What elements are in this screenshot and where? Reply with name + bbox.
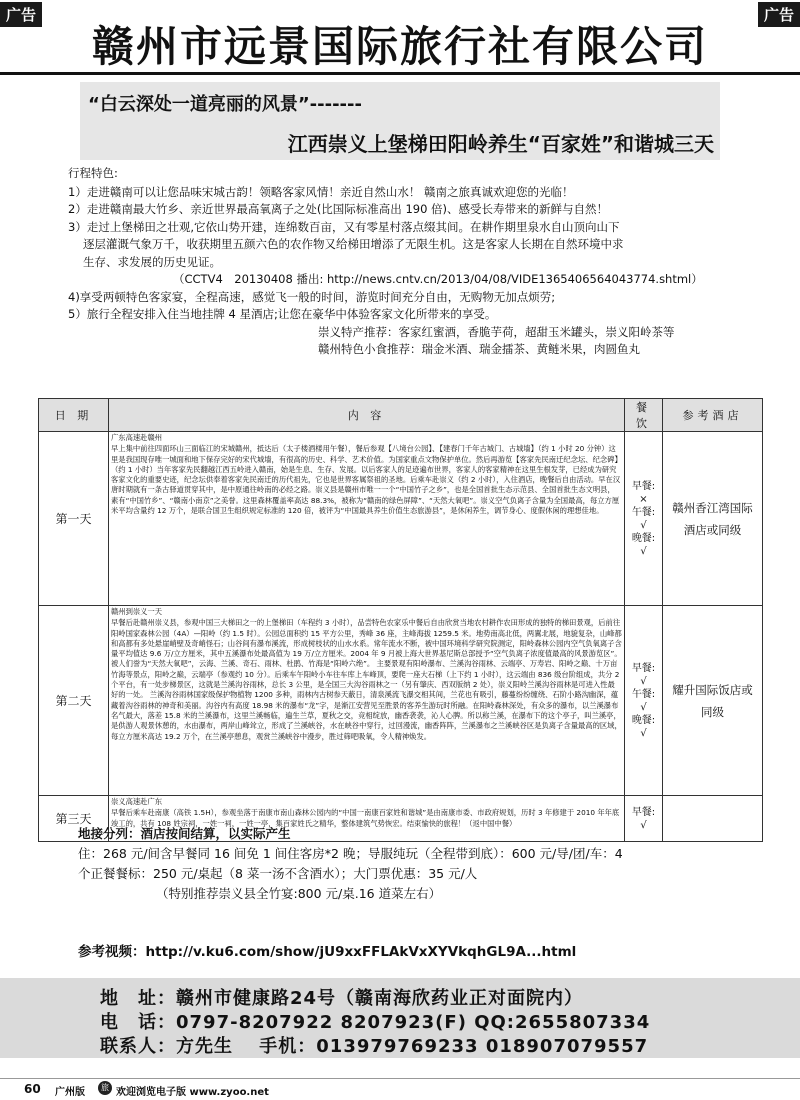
header-meals: 餐 饮	[625, 399, 663, 432]
header-content: 内 容	[109, 399, 625, 432]
pricing-note: （特别推荐崇义县全竹宴:800 元/桌.16 道菜左右）	[156, 886, 442, 901]
contact-address: 地 址：赣州市健康路24号（赣南海欣药业正对面院内）	[100, 988, 584, 1009]
tour-features	[68, 165, 748, 359]
day-content	[109, 432, 625, 606]
meal-label: 午餐:	[631, 506, 656, 518]
brand-logo-icon: 旅	[98, 1081, 112, 1095]
day-route: 广东高速赴赣州	[111, 433, 163, 442]
pricing-line: 个正餐餐标：250 元/桌起（8 菜一汤不含酒水）；大门票优惠：35 元/人	[78, 866, 478, 881]
day-content	[109, 606, 625, 796]
table-row	[39, 432, 763, 606]
day-meals	[625, 432, 663, 606]
tour-title: 江西崇义上堡梯田阳岭养生“百家姓”和谐城三天	[287, 132, 714, 156]
meal-mark: √	[640, 701, 647, 713]
header-divider	[0, 72, 800, 75]
company-name: 赣州市远景国际旅行社有限公司	[91, 22, 708, 71]
feature-item-cont: 逐层灌溉气象万千，收获期里五颜六色的农作物又给梯田增添了无限生机。这是客家人长期在自然环境中求	[83, 237, 624, 251]
meal-mark: √	[640, 819, 647, 831]
day-description: 早餐后乘车赴南康（高铁 1.5H），参观坐落于南康市南山森林公园内的“中国一南康百家姓和谐城”是由南康市委、市政府规划，历时 3 年修建于 2010 年年底竣工的，共有 108 姓宗祠，一姓一祠，一姓一亭，集百家姓氏之精华，整体建筑气势恢宏。结束愉快的旅程！（返中国中餐）	[111, 808, 620, 828]
feature-item: 3）走过上堡梯田之壮观,它依山势开建，连绵数百亩，又有零星村落点缀其间。在耕作期里泉水自山顶向山下	[68, 219, 620, 234]
ad-tag: 广告	[758, 2, 800, 27]
page-footer	[0, 1078, 800, 1100]
contact-person: 联系人：方先生 手机：013979769233 018907079557	[100, 1036, 649, 1057]
itinerary-table	[38, 398, 763, 842]
cctv-reference: （CCTV4 20130408 播出: http://news.cntv.cn/2013/04/08/VIDE1365406564043774.shtml）	[173, 272, 703, 286]
feature-item: 2）走进赣南最大竹乡、亲近世界最高氧离子之处(比国际标准高出 190 倍)、感受长寿带来的新鲜与自然！	[68, 202, 609, 216]
local-snacks: 赣州特色小食推荐：瑞金米酒、瑞金擂茶、黄鲢米果，肉圆鱼丸	[318, 342, 640, 356]
banner-tagline: “白云深处一道亮丽的风景”-------	[88, 94, 362, 115]
table-header-row	[39, 399, 763, 432]
table-row	[39, 606, 763, 796]
ad-tag: 广告	[0, 2, 42, 27]
website-slogan[interactable]: 欢迎浏览电子版 www.zyoo.net	[116, 1087, 269, 1098]
local-products: 崇义特产推荐：客家红蜜酒，香脆芋荷，超甜玉米罐头，崇义阳岭茶等	[318, 324, 675, 339]
meal-mark: √	[640, 727, 647, 739]
day-meals	[625, 606, 663, 796]
pricing-info	[78, 824, 758, 904]
day-description: 早上集中前往四面环山三面临江的宋城赣州，抵达后（太子楼酒楼用午餐），餐后参观【八境台公园】、【建春门千年古城门、古城墙】（约 1 小时 20 分钟）这里是我国现存唯一城面和地下保存完好的宋代城墙，有很高的历史、科学、艺术价值。为国家重点文物保护单位。然后再游览【客家先民南迁纪念坛、纪念碑】（约 1 小时）当年客家先民翻越江西五岭进入赣南，始是生息、生存、发展。以后客家人的足迹遍布世界，客家人的客家精神在这里生根发芽，已经成为研究客家文化的重要史迹，纪念坛供奉着客家先民南迁的历代祖先，它也是世界客属祭祖的圣地。后乘车赴崇义（约 2 小时），入住酒店，晚餐后自由活动。早在汉唐时期就有一条古驿道贯穿其中，是中原通往岭南的必经之路。崇义县是赣州市唯一一个“中国竹子之乡”，也是全国首批生态示范县、全国首批生态文明县，素有“中国竹乡”、“赣南小南京”之美誉。这里森林覆盖率高达 88.3%，被称为“赣南的绿色屏障”、“天然大氧吧”。崇义空气负离子含量为全国最高，每立方厘米平均含量约 12 万个，是联合国卫生组织规定标准的 120 倍，被评为“中国最具养生价值生态旅游县”，是休闲养生，调节身心、度假休闲的理想佳地。	[111, 444, 622, 516]
features-title: 行程特色:	[68, 166, 118, 180]
meal-label: 晚餐:	[631, 714, 656, 726]
meal-label: 早餐:	[631, 662, 656, 674]
reference-video-link[interactable]: 参考视频：http://v.ku6.com/show/jU9xxFFLAkVxXYVkqhGL9A...html	[78, 944, 577, 960]
contact-block	[0, 978, 800, 1058]
pricing-title: 地接分列：酒店按间结算，以实际产生	[78, 826, 291, 841]
feature-item: 1）走进赣南可以让您品味宋城古韵！领略客家风情！亲近自然山水！ 赣南之旅真诚欢迎您的光临！	[68, 184, 574, 199]
meal-mark: √	[640, 675, 647, 687]
meal-mark: √	[640, 545, 647, 557]
day-label: 第一天	[39, 432, 109, 606]
meal-label: 早餐:	[631, 480, 656, 492]
day-route: 崇义高速赴广东	[111, 797, 163, 806]
day-label: 第二天	[39, 606, 109, 796]
meal-label: 午餐:	[631, 688, 656, 700]
tour-banner	[80, 82, 720, 160]
page-number: 60	[24, 1082, 41, 1096]
day-route: 赣州到崇义一天	[111, 607, 163, 616]
feature-item-cont: 生存、求发展的历史见证。	[83, 254, 221, 269]
feature-item: 5）旅行全程安排入住当地挂牌 4 星酒店;让您在豪华中体验客家文化所带来的享受。	[68, 307, 497, 321]
meal-label: 早餐:	[631, 806, 656, 818]
feature-item: 4)享受两顿特色客家宴，全程高速，感觉飞一般的时间，游览时间充分自由，无购物无加点烦劳;	[68, 289, 556, 304]
header-hotel: 参考酒店	[663, 399, 763, 432]
contact-phone: 电 话：0797-8207922 8207923(F) QQ:2655807334	[100, 1012, 651, 1033]
meal-mark: √	[640, 519, 647, 531]
day-description: 早餐后赴赣州崇义县，参观中国三大梯田之一的上堡梯田（车程约 3 小时），品尝特色农家乐中餐后自由欣赏当地农村耕作农田形成的独特的梯田景观，后前往阳岭国家森林公园（4A）—阳岭（约 1.5 时）。公园总面积约 15 平方公里，秀峰 36 座，主峰海拔 1259.5 米。地势南高北低，两翼北展，地貌复杂，山峰都和高都有多处悬崖峭壁及奇峭怪石；山谷间有瀑布溪流，形成树枝状的山水水系。常年流水不断，被中国环境科学研究院测定，阳岭森林公园内空气负氧离子含量平均值达 9.6 万/立方厘米，其中五溪瀑布处最高值为 19 万/立方厘米。2004 年 9 月被上海大世界基尼斯总部授予“空气负离子浓度值最高的风景游览区”。 被人们誉为“天然大氧吧”，云海、兰溪、奇石、雨林、杜鹃、竹海是“阳岭六绝”。 主要景观有阳岭瀑布、兰溪沟谷雨林、云端亭、万寿岩、阳岭之巅、十万亩竹海等景点，阳岭之巅，云端亭（参观约 10 分）。后乘车午阳岭小车往车库上车峰顶，要爬一座大石梯（上下约 1 小时），这云端由 836 级台阶组成，共分 2 个平台，有一处步梯景区，这就是兰溪沟谷雨林，总长 3 公里，是全国三大沟谷雨林之一（另有肇庆、西双版纳 2 处），崇义阳岭兰溪沟谷雨林是可进入性最好的一处。 兰溪沟谷雨林国家级保护物植物 1200 多种，雨林内古树参天蔽日，清泉溪流飞瀑交相其间，兰花也有吸引，藤蔓纷纷缠绕、石阶小路沟幽深，蕴藏着沟谷雨林的神奇和美丽。沟谷内有高度 18.98 米的瀑布“龙”字，是渐江安营见至胜景的客养生游玩时所融。在阳岭森林深处，有众多的瀑布，以兰溪瀑布 名气最大，落差 15.8 米的兰溪瀑布，这里兰溪畅临，遍生兰草，夏秋之交，竞相绽放，幽香袭袭，沁人心脾。所以称兰溪，在瀑布下的这个亭子，叫兰溪亭，是供游人观景休憩的，水由瀑布，两岸山峰耸立，形成了兰溪峡谷，水在峡谷中穿行，过回漫流，幽香阵阵，兰溪瀑布之兰溪峡谷区是负离子含量最高的区域，每立方厘米高达 19.2 万个，在兰溪亭憩息，观赏兰溪峡谷中漫步，胜过筛吧吸氧，令人精神焕发。	[111, 618, 622, 741]
hotel-name: 耀升国际饭店或同级	[663, 606, 763, 796]
header-date: 日 期	[39, 399, 109, 432]
meal-label: 晚餐:	[631, 532, 656, 544]
hotel-name: 赣州香江湾国际酒店或同级	[663, 432, 763, 606]
pricing-line: 住：268 元/间含早餐同 16 间免 1 间住客房*2 晚；导服纯玩（全程带到底）：600 元/导/团/车：4	[78, 846, 623, 861]
meal-mark: ×	[639, 493, 648, 505]
day-label: 第三天	[39, 796, 109, 842]
edition-label: 广州版	[55, 1087, 85, 1098]
